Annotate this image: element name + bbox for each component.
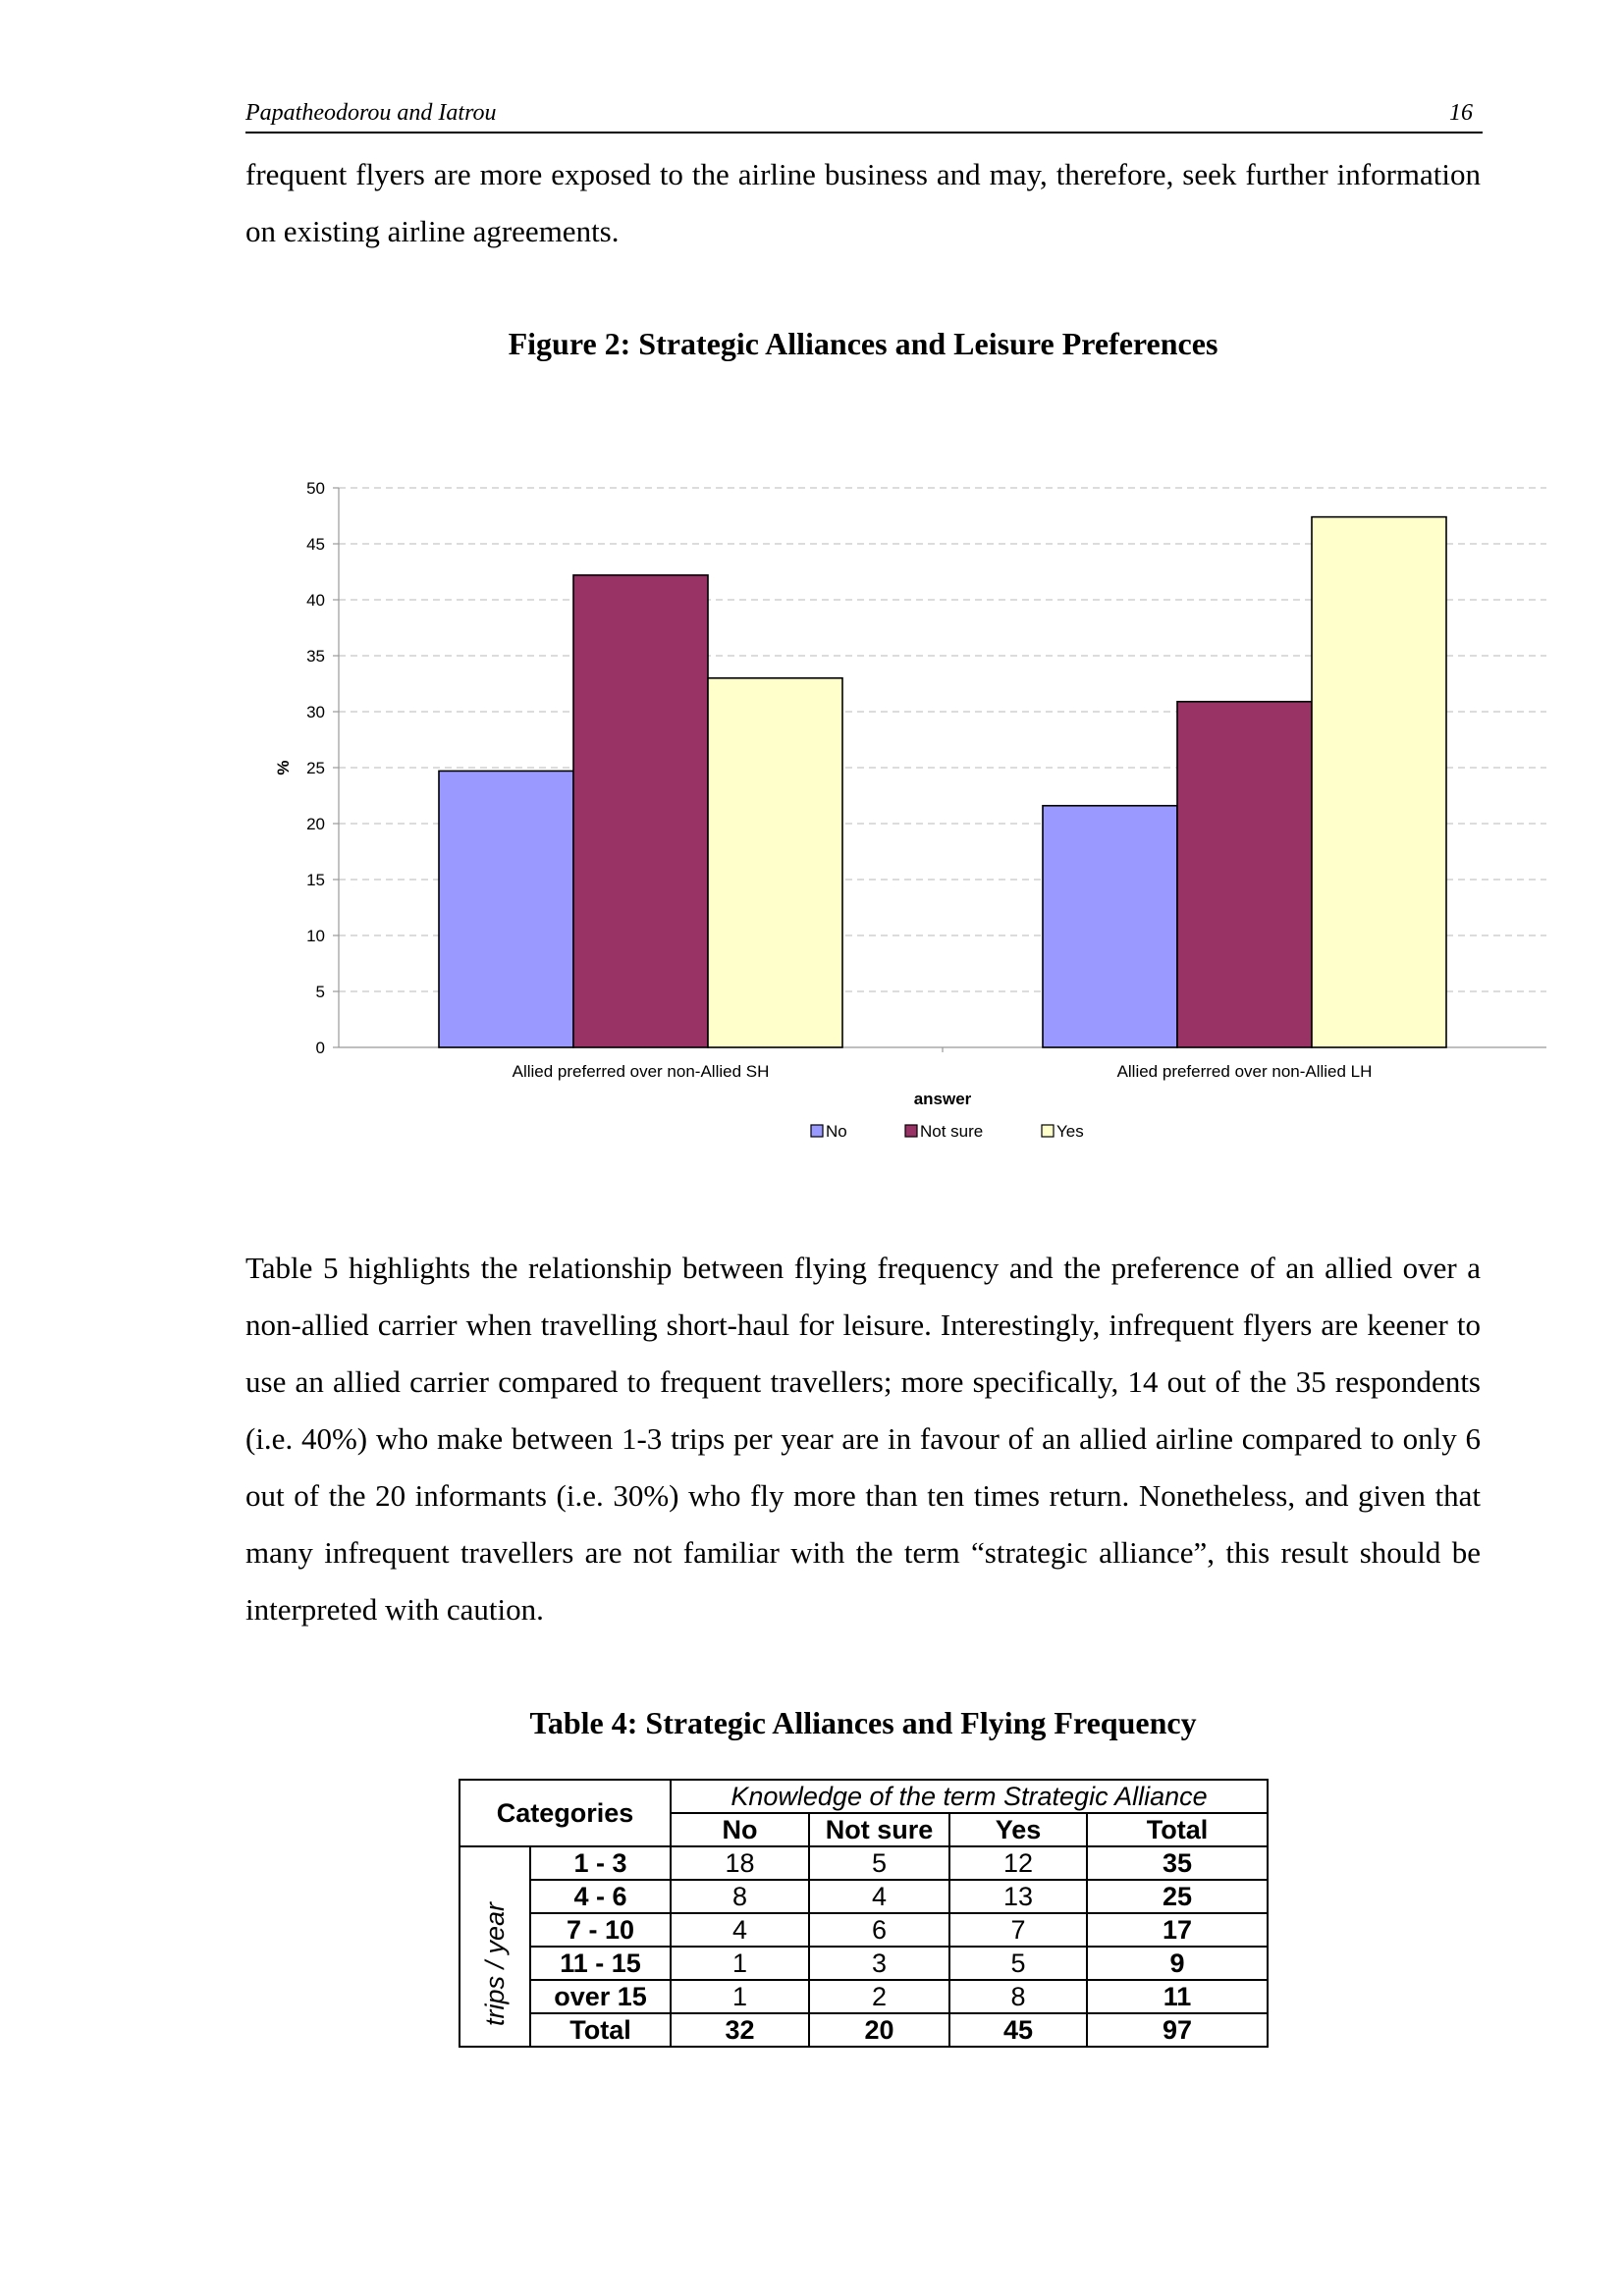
row-label: 11 - 15 (530, 1947, 671, 1980)
y-tick-label: 0 (315, 1039, 325, 1057)
table-cell: 5 (809, 1846, 949, 1880)
table-row (460, 1880, 1268, 1913)
row-label: Total (530, 2013, 671, 2047)
table-cell: 20 (809, 2013, 949, 2047)
paragraph-2: Table 5 highlights the relationship between flying frequency and the preference of an allied over a non-allied carrier when travelling short-haul for leisure. Interestingly, infrequent flyers are keener to use an allied carrier compared to frequent travellers; more specifically, 14 out of the 35 respondents (i.e. 40%) who make between 1-3 trips per year are in favour of an allied airline compared to only 6 out of the 20 informants (i.e. 30%) who fly more than ten times return. Nonetheless, and given that many infrequent travellers are not familiar with the term “strategic alliance”, this result should be interpreted with caution. (245, 1251, 1481, 1627)
x-axis-title: answer (913, 1090, 972, 1108)
paragraph-1: frequent flyers are more exposed to the airline business and may, therefore, seek further information on existing airline agreements. (245, 157, 1481, 248)
x-category-label: Allied preferred over non-Allied LH (1116, 1062, 1373, 1081)
bar-yes (1312, 517, 1446, 1047)
y-tick-label: 35 (306, 647, 325, 666)
y-tick-label: 5 (315, 983, 325, 1001)
trips-per-year-label: trips / year (480, 1901, 510, 2027)
table-row (460, 1947, 1268, 1980)
y-tick-label: 30 (306, 703, 325, 721)
running-head-authors: Papatheodorou and Iatrou (245, 100, 497, 126)
chart-bars (439, 517, 1446, 1047)
frequency-table (459, 1779, 1269, 2048)
legend-label: Not sure (920, 1122, 984, 1141)
bar-chart (265, 466, 1561, 1173)
table-cell-total: 25 (1087, 1880, 1268, 1913)
legend-label: Yes (1056, 1122, 1084, 1141)
row-label: 7 - 10 (530, 1913, 671, 1947)
column-header-no: No (671, 1813, 809, 1846)
page-number: 16 (1449, 100, 1473, 126)
table-cell: 13 (949, 1880, 1087, 1913)
table-cell: 4 (671, 1913, 809, 1947)
bar-no (439, 771, 573, 1047)
table-cell: 7 (949, 1913, 1087, 1947)
legend-swatch (811, 1125, 823, 1137)
y-tick-label: 45 (306, 535, 325, 554)
y-tick-label: 10 (306, 927, 325, 945)
table-cell: 1 (671, 1980, 809, 2013)
y-tick-label: 25 (306, 759, 325, 777)
legend-label: No (826, 1122, 847, 1141)
chart-legend (811, 1122, 1084, 1141)
row-label: 4 - 6 (530, 1880, 671, 1913)
table-cell-total: 9 (1087, 1947, 1268, 1980)
table-cell: 18 (671, 1846, 809, 1880)
y-axis-title: % (274, 760, 293, 775)
table-cell-total: 97 (1087, 2013, 1268, 2047)
legend-swatch (1042, 1125, 1054, 1137)
table-row (460, 1980, 1268, 2013)
y-tick-label: 40 (306, 591, 325, 610)
bar-not-sure (1177, 702, 1312, 1047)
x-category-label: Allied preferred over non-Allied SH (512, 1062, 770, 1081)
table-cell: 3 (809, 1947, 949, 1980)
table-cell: 8 (671, 1880, 809, 1913)
table-row (460, 1846, 1268, 1880)
legend-swatch (905, 1125, 917, 1137)
table-cell: 5 (949, 1947, 1087, 1980)
column-header-not-sure: Not sure (809, 1813, 949, 1846)
table-row (460, 1913, 1268, 1947)
knowledge-header: Knowledge of the term Strategic Alliance (671, 1780, 1268, 1813)
table-cell: 12 (949, 1846, 1087, 1880)
side-label-cell (460, 1846, 530, 2047)
table-cell: 6 (809, 1913, 949, 1947)
table-cell: 1 (671, 1947, 809, 1980)
table-cell-total: 11 (1087, 1980, 1268, 2013)
row-label: over 15 (530, 1980, 671, 2013)
table-cell-total: 35 (1087, 1846, 1268, 1880)
y-tick-label: 15 (306, 871, 325, 889)
figure-caption: Figure 2: Strategic Alliances and Leisure Preferences (508, 326, 1218, 361)
bar-no (1043, 806, 1177, 1047)
column-header-total: Total (1087, 1813, 1268, 1846)
bar-not-sure (573, 575, 708, 1047)
table-caption: Table 4: Strategic Alliances and Flying Frequency (529, 1705, 1197, 1740)
table-cell: 32 (671, 2013, 809, 2047)
y-tick-label: 20 (306, 815, 325, 833)
table-cell-total: 17 (1087, 1913, 1268, 1947)
table-row-total (460, 2013, 1268, 2047)
running-head (245, 96, 1483, 133)
table-cell: 2 (809, 1980, 949, 2013)
y-tick-label: 50 (306, 479, 325, 498)
table-cell: 4 (809, 1880, 949, 1913)
row-label: 1 - 3 (530, 1846, 671, 1880)
column-header-yes: Yes (949, 1813, 1087, 1846)
bar-yes (708, 678, 842, 1047)
categories-header: Categories (460, 1780, 671, 1846)
table-cell: 8 (949, 1980, 1087, 2013)
table-cell: 45 (949, 2013, 1087, 2047)
